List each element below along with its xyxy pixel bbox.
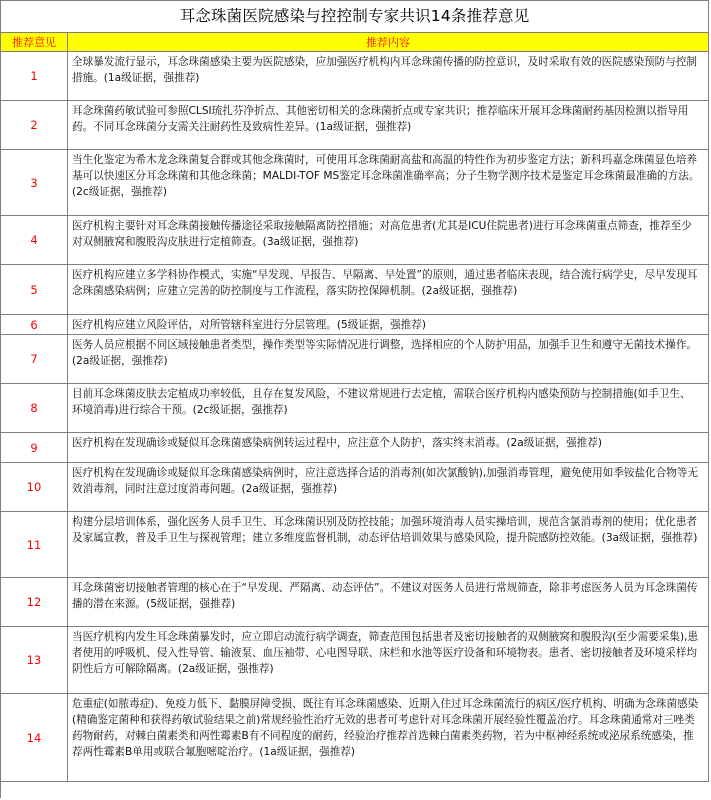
header-recommendation-content: 推荐内容: [68, 33, 709, 52]
row-number: 7: [1, 335, 68, 384]
row-content: 医疗机构在发现确诊或疑似耳念珠菌感染病例转运过程中，应注意个人防护，落实终末消毒。(2a级证据，强推荐): [68, 433, 709, 463]
row-content: 医务人员应根据不同区域接触患者类型，操作类型等实际情况进行调整，选择相应的个人防护用品，加强手卫生和遵守无菌技术操作。(2a级证据，强推荐): [68, 335, 709, 384]
row-content: 医疗机构应建立风险评估，对所管辖科室进行分层管理。(5级证据，强推荐): [68, 315, 709, 335]
row-content: 当医疗机构内发生耳念珠菌暴发时，应立即启动流行病学调查，筛查范围包括患者及密切接触者的双侧腋窝和腹股沟(至少需要采集),患者使用的呼吸机、侵入性导管、输液泵、血压袖带、心电图导联、床栏和水池等医疗设备和环境物表。患者、密切接触者及环境采样均阴性后方可解除隔离。(2a级证据，强推荐): [68, 627, 709, 694]
row-number: 2: [1, 101, 68, 150]
row-number: 13: [1, 627, 68, 694]
row-content: 耳念珠菌药敏试验可参照CLSI琉扎芬净折点、其他密切相关的念珠菌折点或专家共识；推荐临床开展耳念珠菌耐药基因检测以指导用药。不同耳念珠菌分支需关注耐药性及致病性差异。(1a级证据，强推荐): [68, 101, 709, 150]
row-number: 11: [1, 512, 68, 578]
row-content: 耳念珠菌密切接触者管理的核心在于“早发现、严隔离、动态评估”。不建议对医务人员进行常规筛查，除非考虑医务人员为耳念珠菌传播的潜在来源。(5级证据，强推荐): [68, 578, 709, 627]
row-content: 构建分层培训体系，强化医务人员手卫生、耳念珠菌识别及防控技能；加强环境消毒人员实操培训，规范含氯消毒剂的使用；优化患者及家属宣教，普及手卫生与探视管理；建立多维度监督机制，动态评估培训效果与感染风险，提升院感防控效能。(3a级证据，强推荐): [68, 512, 709, 578]
row-content: 医疗机构应建立多学科协作模式，实施“早发现、早报告、早隔离、早处置”的原则，通过患者临床表现，结合流行病学史，尽早发现耳念珠菌感染病例；应建立完善的防控制度与工作流程，落实防控保障机制。(2a级证据，强推荐): [68, 265, 709, 315]
row-number: 14: [1, 694, 68, 782]
document-title: 耳念珠菌医院感染与控控制专家共识14条推荐意见: [1, 1, 709, 33]
row-number: 12: [1, 578, 68, 627]
row-number: 4: [1, 216, 68, 265]
recommendation-table: [1, 33, 709, 782]
row-content: 目前耳念珠菌皮肤去定植成功率较低，且存在复发风险，不建议常规进行去定植，需联合医疗机构内感染预防与控制措施(如手卫生、环境消毒)进行综合干预。(2c级证据，强推荐): [68, 384, 709, 433]
row-number: 3: [1, 150, 68, 216]
row-number: 10: [1, 463, 68, 512]
row-content: 当生化鉴定为希木龙念珠菌复合群或其他念珠菌时，可使用耳念珠菌耐高盐和高温的特性作为初步鉴定方法；新科玛嘉念珠菌显色培养基可以快速区分耳念珠菌和其他念珠菌；MALDI-TOF MS鉴定耳念珠菌准确率高；分子生物学测序技术是鉴定耳念珠菌最准确的方法。(2c级证据，强推荐): [68, 150, 709, 216]
header-recommendation-number: 推荐意见: [1, 33, 68, 52]
row-content: 医疗机构主要针对耳念珠菌接触传播途径采取接触隔离防控措施；对高危患者(尤其是ICU住院患者)进行耳念珠菌重点筛查，推荐至少对双侧腋窝和腹股沟皮肤进行定植筛查。(3a级证据，强推荐): [68, 216, 709, 265]
row-number: 5: [1, 265, 68, 315]
row-number: 8: [1, 384, 68, 433]
row-content: 医疗机构在发现确诊或疑似耳念珠菌感染病例时，应注意选择合适的消毒剂(如次氯酸钠),加强消毒管理，避免使用如季铵盐化合物等无效消毒剂，同时注意过度消毒问题。(2a级证据，强推荐): [68, 463, 709, 512]
row-number: 9: [1, 433, 68, 463]
row-content: 危重症(如脓毒症)、免疫力低下、黏膜屏障受损、既往有耳念珠菌感染、近期入住过耳念珠菌流行的病区/医疗机构、明确为念珠菌感染(精确鉴定菌种和获得药敏试验结果之前)常规经验性治疗无效的患者可考虑针对耳念珠菌开展经验性覆盖治疗。耳念珠菌通常对三唑类药物耐药，对棘白菌素类和两性霉素B有不同程度的耐药，经验治疗推荐首选棘白菌素类药物，若为中枢神经系统或泌尿系统感染，推荐两性霉素B单用或联合氟胞嘧啶治疗。(1a级证据，强推荐): [68, 694, 709, 782]
row-content: 全球暴发流行显示，耳念珠菌感染主要为医院感染，应加强医疗机构内耳念珠菌传播的防控意识，及时采取有效的医院感染预防与控制措施。(1a级证据，强推荐): [68, 52, 709, 101]
row-number: 6: [1, 315, 68, 335]
row-number: 1: [1, 52, 68, 101]
